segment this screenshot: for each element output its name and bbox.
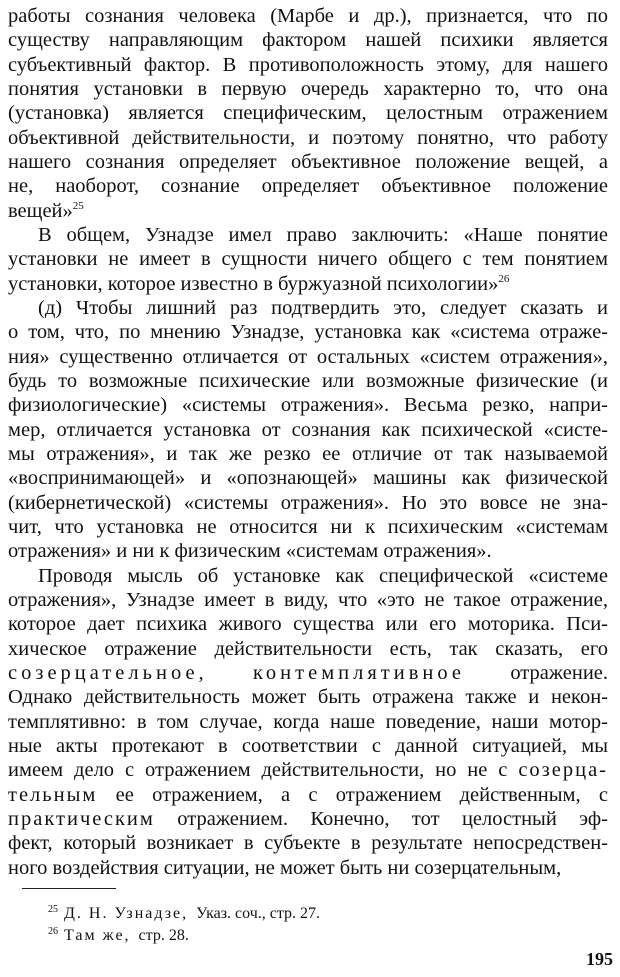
text-fragment: фект, который возникает в субъекте в результате непосредствен- [8,832,608,854]
text-line: физиологические) «системы отражения». Весьма резко, напри- [8,394,608,416]
text-line: мер, отличается установка от сознания как психической «систе- [8,419,608,441]
text-fragment: отражением. Конечно, тот целостный эф- [177,808,608,830]
text-line: (установка) является специфическим, целостным отражением [8,102,608,124]
footnote-author: Д. Н. Узнадзе, [64,905,189,922]
text-line: нашего сознания определяет объективное положение вещей, а [8,151,608,173]
footnote-mark: 25 [48,903,58,915]
spaced-emphasis: тельным [8,784,98,806]
text-line: (д) Чтобы лишний раз подтвердить это, следует сказать и [38,297,608,319]
text-line: субъективный фактор. В противоположность этому, для нашего [8,54,608,76]
text-line [8,831,608,855]
footnote-text: Указ. соч., стр. 27. [196,905,321,922]
footnote-mark: 26 [48,925,58,937]
text-line: не, наоборот, сознание определяет объективное положение [8,175,608,197]
text-fragment: отражение. [510,662,608,684]
text-line: темплятивно: в том случае, когда наше поведение, наши мотор- [8,711,608,733]
text-line [8,758,608,782]
footnote-ref: 26 [498,273,510,286]
text-line [8,807,608,831]
footnote-divider [22,888,116,889]
text-line: работы сознания человека (Марбе и др.), признается, что по [8,5,608,27]
text-line [8,199,608,223]
footnote-ref: 25 [72,200,84,213]
text-line [8,661,608,685]
text-line: отражения» и ни к физическим «системам отражения». [8,540,492,562]
spaced-emphasis: созерцательное, [8,662,208,684]
text-line: существу направляющим фактором нашей психики является [8,29,608,51]
footnote [48,903,320,925]
text-line: объективной действительности, и поэтому понятно, что работу [8,127,608,149]
text-line: отражения», Узнадзе имеет в виду, что «это не такое отражение, [8,589,608,611]
spaced-emphasis: созерца- [518,759,608,781]
text-line: мы отражения», и так же резко ее отличие от так называемой [8,443,608,465]
text-fragment: вещей» [8,200,73,222]
text-line: установки не имеет в сущности ничего общего с тем понятием [8,248,608,270]
text-fragment: ного воздействия ситуации, не может быть ни созерцательным, [8,857,562,879]
text-line [8,856,608,880]
text-line [8,272,608,296]
text-line: ния» существенно отличается от остальных «систем отражения», [8,346,608,368]
footnote-text: стр. 28. [138,927,189,944]
text-fragment: установки, которое известно в буржуазной психологии» [8,273,499,295]
text-line: о том, что, по мнению Узнадзе, установка как «система отраже- [8,321,608,343]
text-line: чит, что установка не относится ни к психическим «системам [8,516,608,538]
text-line: хическое отражение действительности есть, так сказать, его [8,638,608,660]
text-fragment: ее отражением, а с отражением действенным, с [115,784,608,806]
spaced-emphasis: контемплятивное [253,662,465,684]
text-line: ные акты протекают в соответствии с данной ситуацией, мы [8,735,608,757]
text-line: (кибернетической) «системы отражения». Но это вовсе не зна- [8,492,608,514]
text-line: «воспринимающей» и «опознающей» машины как физической [8,467,608,489]
footnote [48,925,189,947]
footnote-author: Там же, [64,927,131,944]
spaced-emphasis: практическим [8,808,155,830]
page-number: 195 [586,949,613,969]
text-line: Проводя мысль об установке как специфической «системе [38,565,608,587]
text-line [8,783,608,807]
text-line: понятия установки в первую очередь характерно то, что она [8,78,608,100]
text-line: будь то возможные психические или возможные физические (и [8,370,608,392]
text-fragment: имеем дело с отражением действительности, но не с [8,759,508,781]
text-line: В общем, Узнадзе имел право заключить: «Наше понятие [38,224,608,246]
text-line: Однако действительность может быть отражена также и некон- [8,686,608,708]
text-line: которое дает психика живого существа или его моторика. Пси- [8,613,608,635]
